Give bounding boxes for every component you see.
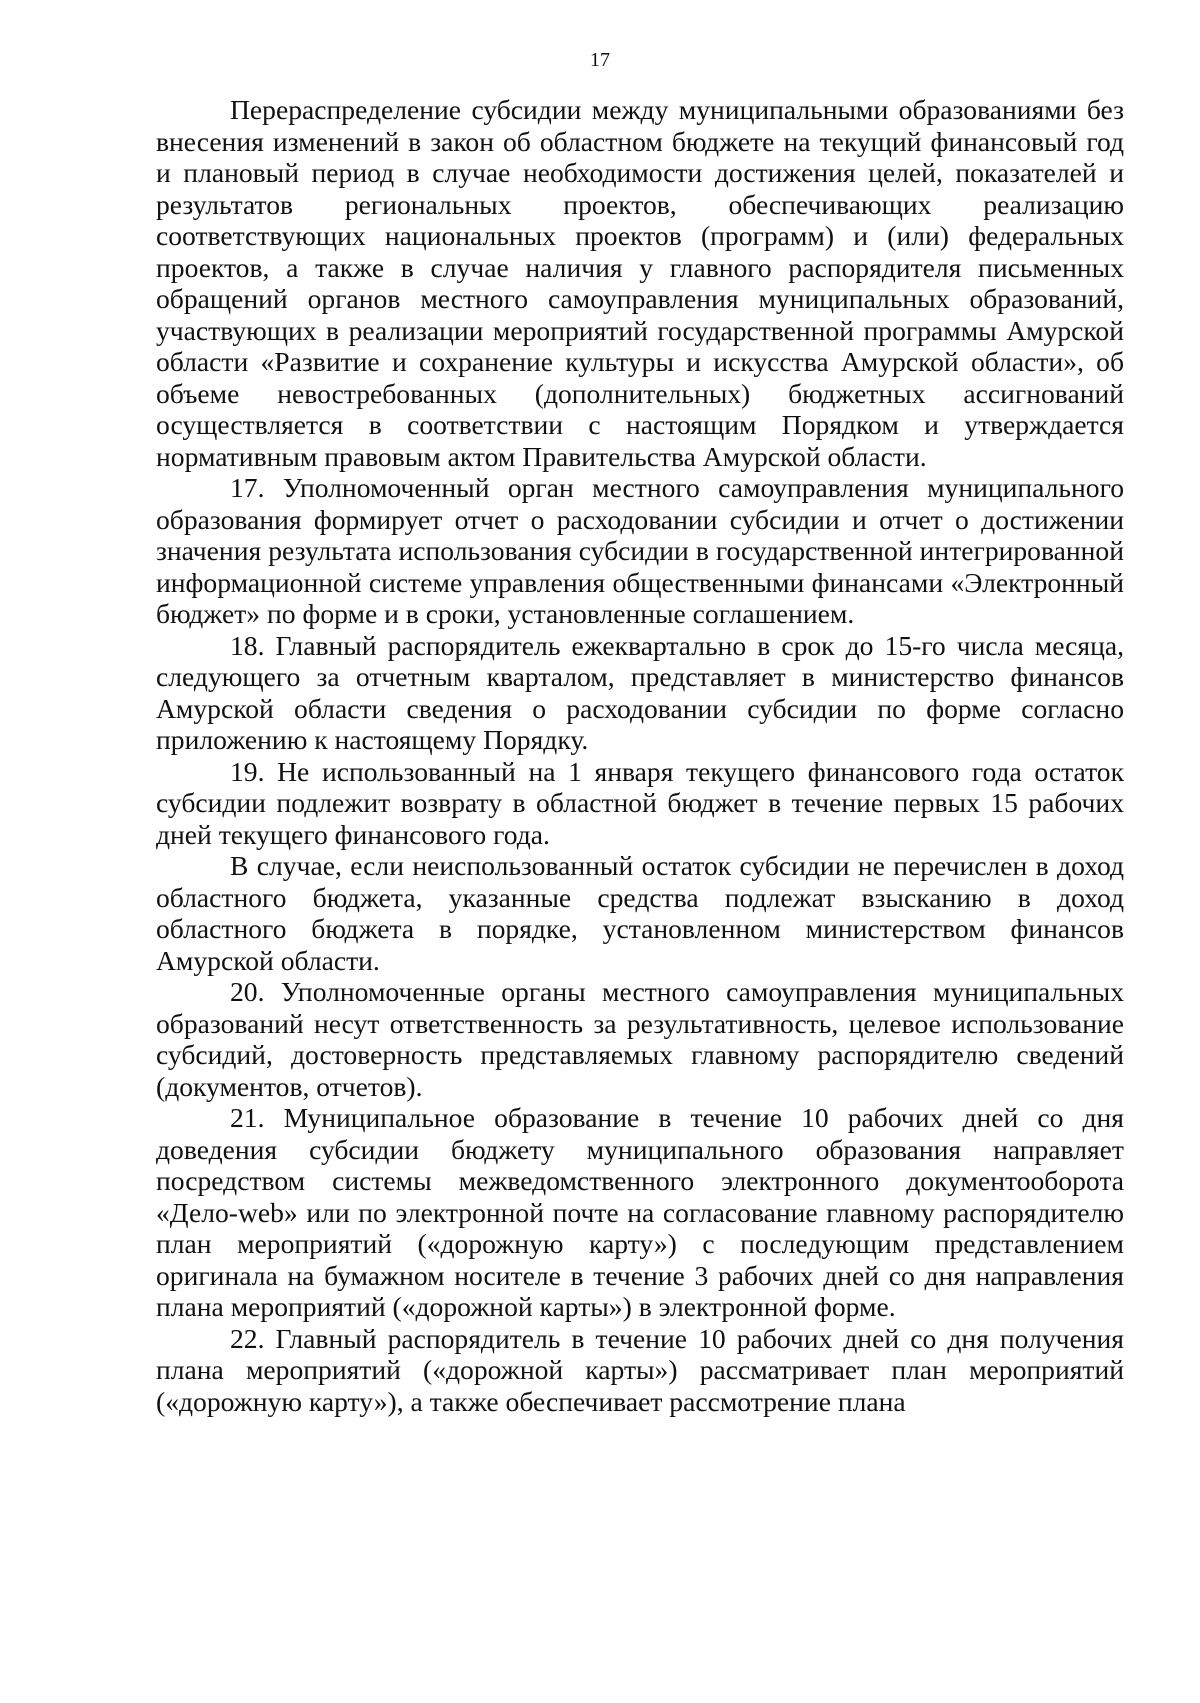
paragraph-clause-18: 18. Главный распорядитель ежеквартально в срок до 15-го числа месяца, следующего за отчетным кварталом, представляет в министерство финансов Амурской области сведения о расходовании субсидии по форме согласно приложению к настоящему Порядку. [156,629,1124,755]
paragraph-clause-21: 21. Муниципальное образование в течение 10 рабочих дней со дня доведения субсидии бюджету муниципального образования направляет посредством системы межведомственного электронного документооборота «Дело-web» или по электронной почте на согласование главному распорядителю план мероприятий («дорожную карту») с последующим представлением оригинала на бумажном носителе в течение 3 рабочих дней со дня направления плана мероприятий («дорожной карты») в электронной форме. [156,1102,1124,1322]
page-number: 17 [590,49,610,71]
document-body [156,94,1124,1417]
paragraph-clause-19: 19. Не использованный на 1 января текущего финансового года остаток субсидии подлежит возврату в областной бюджет в течение первых 15 рабочих дней текущего финансового года. [156,755,1124,850]
paragraph-clause-19-continued: В случае, если неиспользованный остаток субсидии не перечислен в доход областного бюджета, указанные средства подлежат взысканию в доход областного бюджета в порядке, установленном министерством финансов Амурской области. [156,850,1124,976]
paragraph-clause-17: 17. Уполномоченный орган местного самоуправления муниципального образования формирует отчет о расходовании субсидии и отчет о достижении значения результата использования субсидии в государственной интегрированной информационной системе управления общественными финансами «Электронный бюджет» по форме и в сроки, установленные соглашением. [156,472,1124,629]
paragraph-clause-20: 20. Уполномоченные органы местного самоуправления муниципальных образований несут ответственность за результативность, целевое использование субсидий, достоверность представляемых главному распорядителю сведений (документов, отчетов). [156,976,1124,1102]
paragraph-clause-22: 22. Главный распорядитель в течение 10 рабочих дней со дня получения плана мероприятий («дорожной карты») рассматривает план мероприятий («дорожную карту»), а также обеспечивает рассмотрение плана [156,1322,1124,1417]
paragraph-redistribution: Перераспределение субсидии между муниципальными образованиями без внесения изменений в закон об областном бюджете на текущий финансовый год и плановый период в случае необходимости достижения целей, показателей и результатов региональных проектов, обеспечивающих реализацию соответствующих национальных проектов (программ) и (или) федеральных проектов, а также в случае наличия у главного распорядителя письменных обращений органов местного самоуправления муниципальных образований, участвующих в реализации мероприятий государственной программы Амурской области «Развитие и сохранение культуры и искусства Амурской области», об объеме невостребованных (дополнительных) бюджетных ассигнований осуществляется в соответствии с настоящим Порядком и утверждается нормативным правовым актом Правительства Амурской области. [156,94,1124,472]
